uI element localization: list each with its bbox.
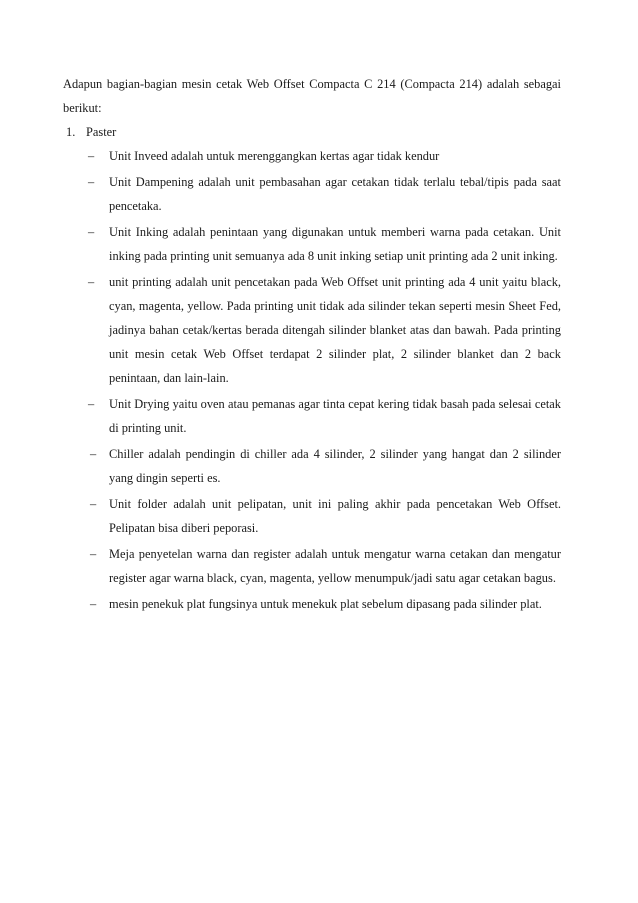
bullet-text: Unit folder adalah unit pelipatan, unit ini paling akhir pada pencetakan Web Offset. Pelipatan bisa diberi peporasi. — [109, 497, 561, 535]
bullet-item-color-register — [63, 542, 561, 590]
bullet-item-drying — [63, 392, 561, 440]
bullet-item-printing — [63, 270, 561, 390]
dash-marker: – — [90, 597, 97, 611]
bullet-text: Unit Drying yaitu oven atau pemanas agar tinta cepat kering tidak basah pada selesai cetak di printing unit. — [109, 397, 561, 435]
dash-marker: – — [88, 225, 95, 239]
bullet-text: Unit Inking adalah penintaan yang digunakan untuk memberi warna pada cetakan. Unit inking pada printing unit semuanya ada 8 unit inking setiap unit printing ada 2 unit inking. — [109, 225, 561, 263]
bullet-text: mesin penekuk plat fungsinya untuk menekuk plat sebelum dipasang pada silinder plat. — [109, 597, 542, 611]
bullet-text: Meja penyetelan warna dan register adalah untuk mengatur warna cetakan dan mengatur register agar warna black, cyan, magenta, yellow menumpuk/jadi satu agar cetakan bagus. — [109, 547, 561, 585]
list-number: 1. — [66, 125, 76, 139]
dash-marker: – — [88, 149, 95, 163]
list-title: Paster — [86, 125, 117, 139]
bullet-text: Unit Inveed adalah untuk merenggangkan kertas agar tidak kendur — [109, 149, 440, 163]
document-body — [63, 72, 561, 618]
bullet-item-inking — [63, 220, 561, 268]
bullet-text: Unit Dampening adalah unit pembasahan agar cetakan tidak terlalu tebal/tipis pada saat pencetaka. — [109, 175, 561, 213]
bullet-list — [63, 144, 561, 616]
numbered-list-item — [63, 120, 561, 144]
intro-paragraph: Adapun bagian-bagian mesin cetak Web Offset Compacta C 214 (Compacta 214) adalah sebagai berikut: — [63, 77, 561, 115]
dash-marker: – — [88, 275, 95, 289]
bullet-item-dampening — [63, 170, 561, 218]
dash-marker: – — [90, 547, 97, 561]
bullet-item-plate-bender — [63, 592, 561, 616]
bullet-text: unit printing adalah unit pencetakan pada Web Offset unit printing ada 4 unit yaitu black, cyan, magenta, yellow. Pada printing unit tidak ada silinder tekan seperti mesin Sheet Fed, jadinya bahan cetak/kertas berada ditengah silinder blanket atas dan bawah. Pada printing unit mesin cetak Web Offset terdapat 2 silinder plat, 2 silinder blanket dan 2 back penintaan, dan lain-lain. — [109, 275, 561, 385]
dash-marker: – — [90, 447, 97, 461]
bullet-item-folder — [63, 492, 561, 540]
dash-marker: – — [90, 497, 97, 511]
bullet-item-inveed — [63, 144, 561, 168]
dash-marker: – — [88, 397, 95, 411]
bullet-item-chiller — [63, 442, 561, 490]
dash-marker: – — [88, 175, 95, 189]
bullet-text: Chiller adalah pendingin di chiller ada 4 silinder, 2 silinder yang hangat dan 2 silinder yang dingin seperti es. — [109, 447, 561, 485]
